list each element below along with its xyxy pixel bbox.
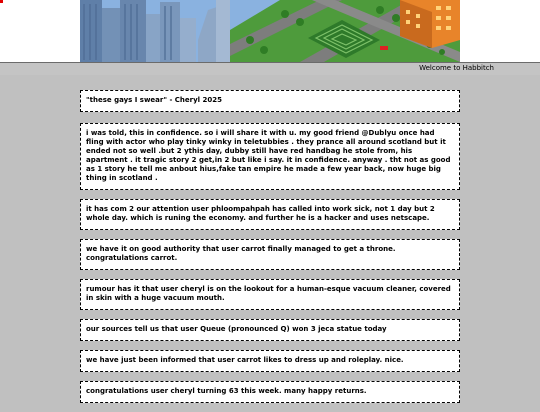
news-post-text: we have it on good authority that user carrot finally managed to get a throne. congratulations carrot. <box>86 245 396 262</box>
welcome-bar <box>0 62 540 75</box>
news-post-text: i was told, this in confidence. so i will share it with u. my good friend @Dublyu once had fling with actor who play tinky winky in teletubbies . they prance all around scotland but it ended not so well .but 2 ythis day, dubby still have red handbag he stole from, his apartment . it tragic story 2 get,in 2 but like i say. it in confidence. anyway . tht not as good as 1 story he tell me anbout hius,fake tan empire he made a few year back, now huge big thing in scotland . <box>86 129 451 182</box>
news-post-text: rumour has it that user cheryl is on the lookout for a human-esque vacuum cleaner, covered in skin with a huge vacuum mouth. <box>86 285 451 302</box>
top-area <box>0 0 540 62</box>
news-post <box>80 239 460 270</box>
news-post-text: our sources tell us that user Queue (pronounced Q) won 3 jeca statue today <box>86 325 387 333</box>
corner-mark <box>0 0 3 3</box>
news-post <box>80 123 460 190</box>
news-post <box>80 319 460 341</box>
news-post-text: it has com 2 our attention user phloompahpah has called into work sick, not 1 day but 2 whole day. which is runing the economy. and further he is a hacker and uses netscape. <box>86 205 435 222</box>
city-banner-image <box>80 0 460 62</box>
news-post <box>80 350 460 372</box>
city-banner <box>80 0 460 62</box>
news-post-text: we have just been informed that user carrot likes to dress up and roleplay. nice. <box>86 356 404 364</box>
news-post <box>80 381 460 403</box>
news-post <box>80 199 460 230</box>
news-post-text: congratulations user cheryl turning 63 this week. many happy returns. <box>86 387 367 395</box>
news-feed <box>80 90 460 412</box>
welcome-text: Welcome to Habbitch <box>419 64 494 72</box>
news-post <box>80 90 460 112</box>
news-post-text: "these gays I swear" - Cheryl 2025 <box>86 96 222 104</box>
news-post <box>80 279 460 310</box>
